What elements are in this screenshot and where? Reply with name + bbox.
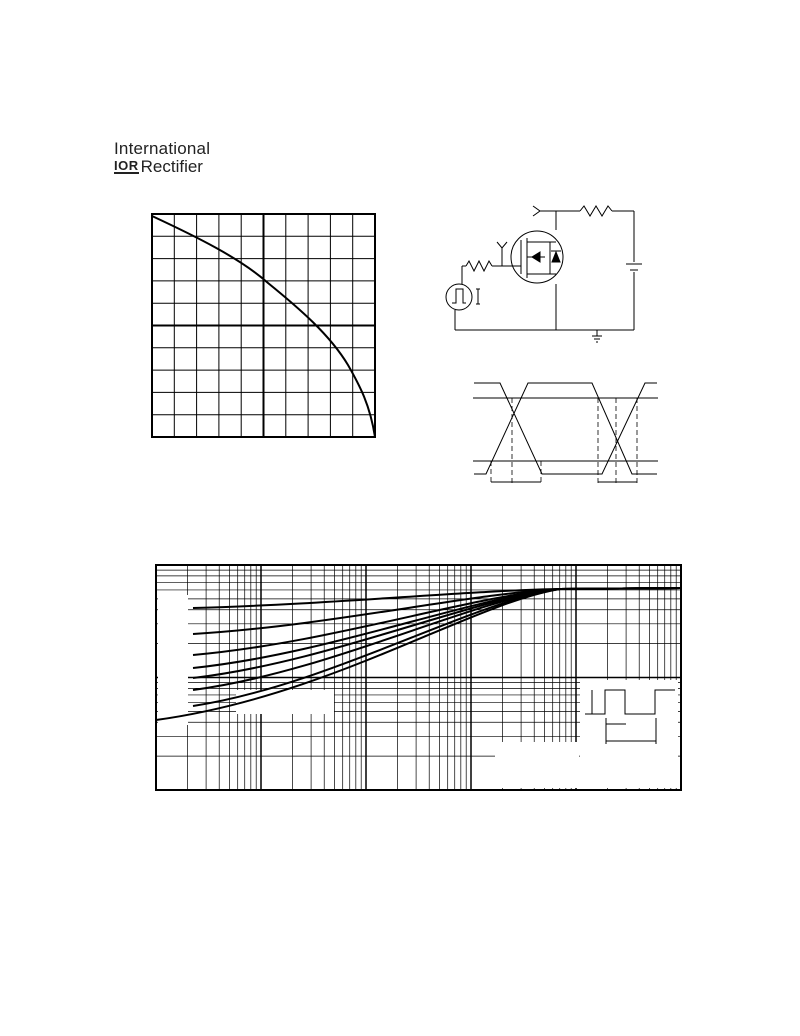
vgs-waveform	[474, 383, 657, 474]
gate-terminal-fork	[497, 242, 507, 248]
chart-4-duty-label-area	[158, 595, 188, 725]
chart-transient-thermal-impedance	[156, 565, 681, 790]
pulse-waveform-icon	[452, 289, 466, 303]
company-name-line1: International	[114, 139, 211, 158]
chart-4-inset-area	[580, 680, 678, 788]
ior-logo-mark: IOR	[114, 158, 139, 173]
drain-terminal-arrow	[533, 206, 540, 216]
resistor-rg	[466, 261, 492, 271]
pulse-generator-circle	[446, 284, 472, 310]
chart-1-grid	[152, 214, 375, 437]
body-diode-icon	[552, 252, 560, 262]
chart-4-notes-area	[495, 742, 579, 788]
vds-waveform	[474, 383, 657, 474]
company-name-rectifier: Rectifier	[140, 157, 203, 176]
chart-drain-current-vs-temperature	[152, 214, 375, 437]
switching-waveforms	[473, 383, 658, 484]
resistor-rd	[580, 206, 612, 216]
schematic-switching-test-circuit	[446, 206, 642, 342]
mosfet-arrow-icon	[532, 252, 540, 262]
